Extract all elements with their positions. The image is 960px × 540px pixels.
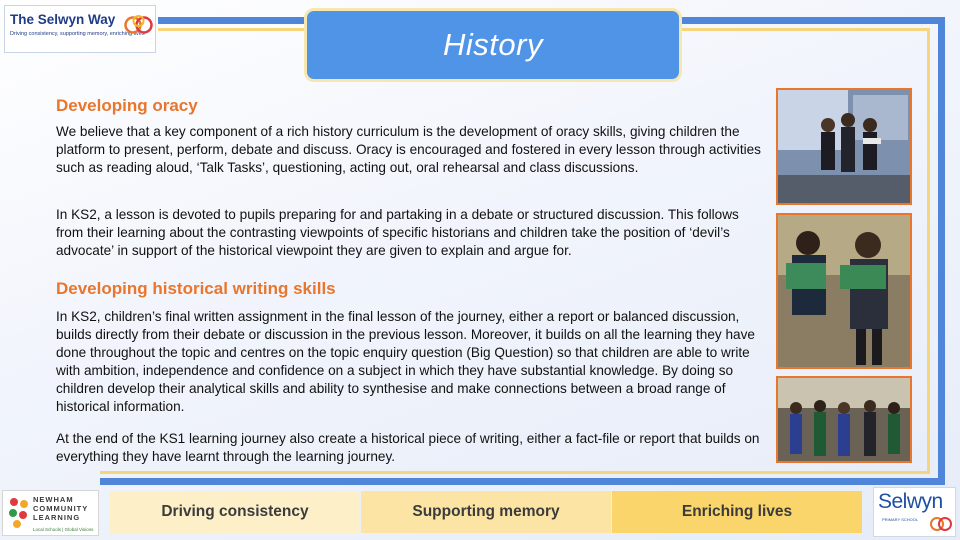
- frame-bottom-border: [100, 478, 945, 485]
- selwyn-way-logo: [4, 5, 156, 53]
- oracy-paragraph-1: We believe that a key component of a rich history curriculum is the development of oracy skills, giving children the platform to present, perform, debate and discuss. Oracy is encouraged and fostered in every lesson through activities such as reading aloud, ‘Talk Tasks’, questioning, acting out, oral rehearsal and class discussions.: [56, 124, 761, 175]
- school-rings-icon: [929, 514, 953, 534]
- section-heading-oracy: Developing oracy: [56, 96, 198, 115]
- classroom-photo-debate: [776, 376, 912, 463]
- photo-presenting-image: [778, 90, 912, 205]
- photo-reading-image: [778, 215, 912, 369]
- frame-inner-right-border: [927, 28, 930, 474]
- section-heading-writing: Developing historical writing skills: [56, 279, 336, 298]
- selwyn-school-logo: [873, 487, 956, 537]
- classroom-photo-presenting: [776, 88, 912, 205]
- ncl-emblem-icon: [7, 496, 31, 530]
- frame-right-border: [938, 17, 945, 485]
- frame-inner-bottom-border: [100, 471, 930, 474]
- page-title: History: [443, 27, 543, 62]
- ncl-name: NEWHAM COMMUNITY LEARNING: [33, 495, 89, 522]
- footer-strip-supporting-memory: Supporting memory: [361, 491, 611, 533]
- oracy-paragraph-2: In KS2, a lesson is devoted to pupils preparing for and partaking in a debate or structured discussion. This follows from their learning about the contrasting viewpoints of specific historians and children take the position of ‘devil’s advocate’ in support of the historical viewpoint they are given to explain and argue for.: [56, 207, 739, 258]
- newham-community-learning-logo: [2, 490, 99, 536]
- writing-paragraph-2: At the end of the KS1 learning journey also create a historical piece of writing, either a fact-file or report that builds on everything they have learnt through the learning journey.: [56, 431, 760, 464]
- photo-debate-image: [778, 378, 912, 463]
- classroom-photo-reading: [776, 213, 912, 369]
- logo-title: The Selwyn Way: [10, 12, 116, 27]
- logo-subtitle: Driving consistency, supporting memory, enriching lives: [10, 31, 145, 37]
- title-banner: [304, 8, 682, 82]
- footer-strip-driving-consistency: Driving consistency: [110, 491, 360, 533]
- school-subtitle: PRIMARY SCHOOL: [882, 517, 919, 522]
- ncl-tagline: Local Schools | Global Visions: [33, 527, 94, 532]
- footer-strip-enriching-lives: Enriching lives: [612, 491, 862, 533]
- school-name: Selwyn: [878, 490, 943, 513]
- rings-icon: [123, 14, 155, 36]
- writing-paragraph-1: In KS2, children’s final written assignment in the final lesson of the journey, either a report or balanced discussion, builds directly from their debate or discussion in the previous lesson. Moreover, it builds on all the learning they have done throughout the topic and centres on the topic enquiry question (Big Question) so that children are able to write with ambition, independence and confidence on a subject in which they have substantial knowledge. By doing so children develop their analytical skills and ability to synthesise and make connections between a broad range of historical information.: [56, 309, 755, 414]
